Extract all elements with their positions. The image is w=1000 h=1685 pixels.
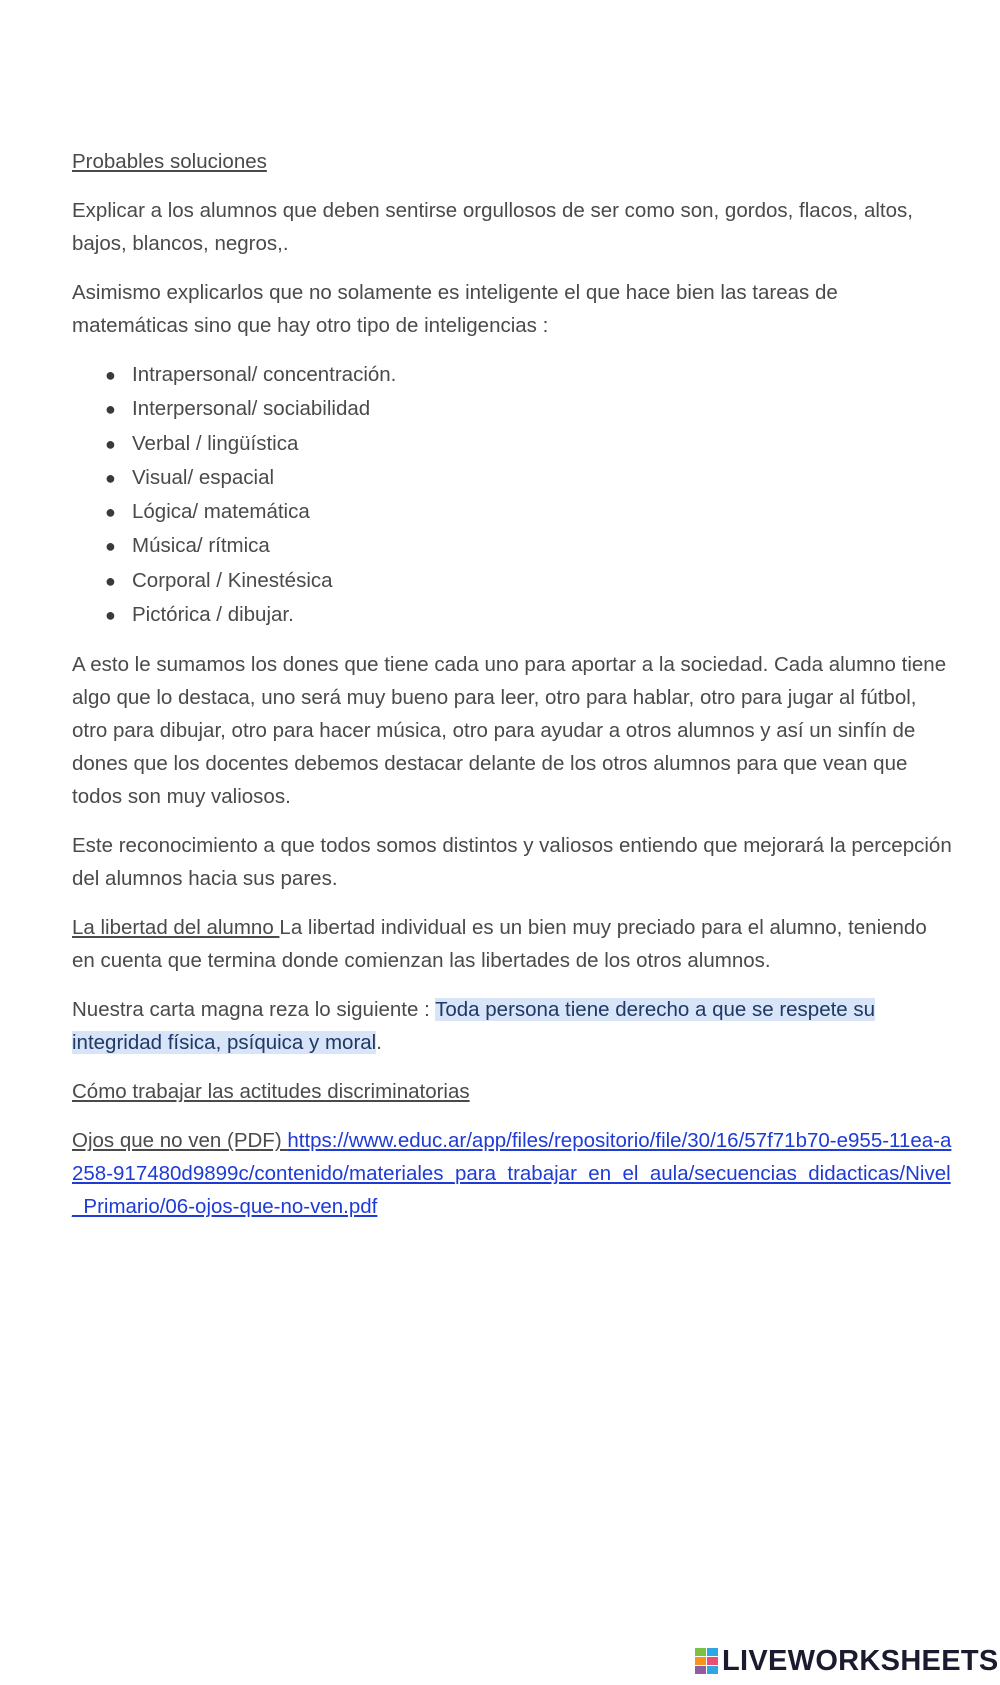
list-item <box>72 427 952 461</box>
resource-pdf-link[interactable]: https://www.educ.ar/app/files/repositorio/file/30/16/57f71b70-e955-11ea-a258-917480d9899c/contenido/materiales_para_trabajar_en_el_aula/secuencias_didacticas/Nivel_Primario/06-ojos-que-no-ven.pdf <box>72 1129 952 1219</box>
carta-magna-prefix: Nuestra carta magna reza lo siguiente : <box>72 998 436 1022</box>
liveworksheets-brand: LIVEWORKSHEETS <box>722 1645 999 1677</box>
list-item-label: Visual/ espacial <box>132 465 275 489</box>
bullet-icon: ● <box>105 467 116 488</box>
liveworksheets-logo <box>695 1646 999 1676</box>
resource-label: Ojos que no ven (PDF) <box>72 1129 288 1153</box>
paragraph-libertad <box>72 911 952 977</box>
carta-magna-quote: Toda persona tiene derecho a que se respete su integridad física, psíquica y moral <box>72 998 876 1055</box>
list-item-label: Intrapersonal/ concentración. <box>132 363 397 386</box>
list-item <box>72 564 952 598</box>
list-item-label: Verbal / lingüística <box>132 431 299 455</box>
list-item-label: Corporal / Kinestésica <box>132 568 333 592</box>
heading-actitudes-discriminatorias: Cómo trabajar las actitudes discriminatorias <box>72 1080 470 1104</box>
list-item <box>72 392 952 426</box>
bullet-icon: ● <box>105 433 116 454</box>
bullet-icon: ● <box>105 570 116 591</box>
bullet-icon: ● <box>105 605 116 626</box>
paragraph-reconocimiento: Este reconocimiento a que todos somos distintos y valiosos entiendo que mejorará la percepción del alumnos hacia sus pares. <box>72 834 952 891</box>
list-item <box>72 529 952 563</box>
heading-probables-soluciones: Probables soluciones <box>72 150 267 173</box>
paragraph-inteligencias-intro: Asimismo explicarlos que no solamente es inteligente el que hace bien las tareas de matemáticas sino que hay otro tipo de inteligencias : <box>72 281 838 337</box>
heading-libertad: La libertad del alumno <box>72 916 280 940</box>
bullet-icon: ● <box>105 536 116 557</box>
paragraph-dones: A esto le sumamos los dones que tiene cada uno para aportar a la sociedad. Cada alumno tiene algo que lo destaca, uno será muy bueno para leer, otro para hablar, otro para jugar al fútbol, otro para dibujar, otro para hacer música, otro para ayudar a otros alumnos y así un sinfín de dones que los docentes debemos destacar delante de los otros alumnos para que vean que todos son muy valiosos. <box>72 653 947 809</box>
paragraph-orgullosos: Explicar a los alumnos que deben sentirse orgullosos de ser como son, gordos, flacos, altos, bajos, blancos, negros,. <box>72 199 913 255</box>
list-item-label: Música/ rítmica <box>132 534 270 558</box>
liveworksheets-logo-icon <box>695 1648 719 1674</box>
list-item-label: Interpersonal/ sociabilidad <box>132 397 371 421</box>
bullet-icon: ● <box>105 502 116 523</box>
intelligences-list <box>72 358 952 632</box>
paragraph-carta-magna <box>72 993 952 1059</box>
list-item <box>72 495 952 529</box>
paragraph-resource <box>72 1124 952 1223</box>
list-item-label: Lógica/ matemática <box>132 500 310 524</box>
list-item <box>72 358 952 392</box>
list-item <box>72 598 952 632</box>
bullet-icon: ● <box>105 399 116 420</box>
list-item-label: Pictórica / dibujar. <box>132 603 294 627</box>
bullet-icon: ● <box>105 365 116 385</box>
list-item <box>72 461 952 495</box>
libertad-text: La libertad individual es un bien muy preciado para el alumno, teniendo en cuenta que termina donde comienzan las libertades de los otros alumnos. <box>72 916 927 973</box>
carta-magna-suffix: . <box>376 1031 382 1055</box>
document-page <box>72 145 952 1239</box>
